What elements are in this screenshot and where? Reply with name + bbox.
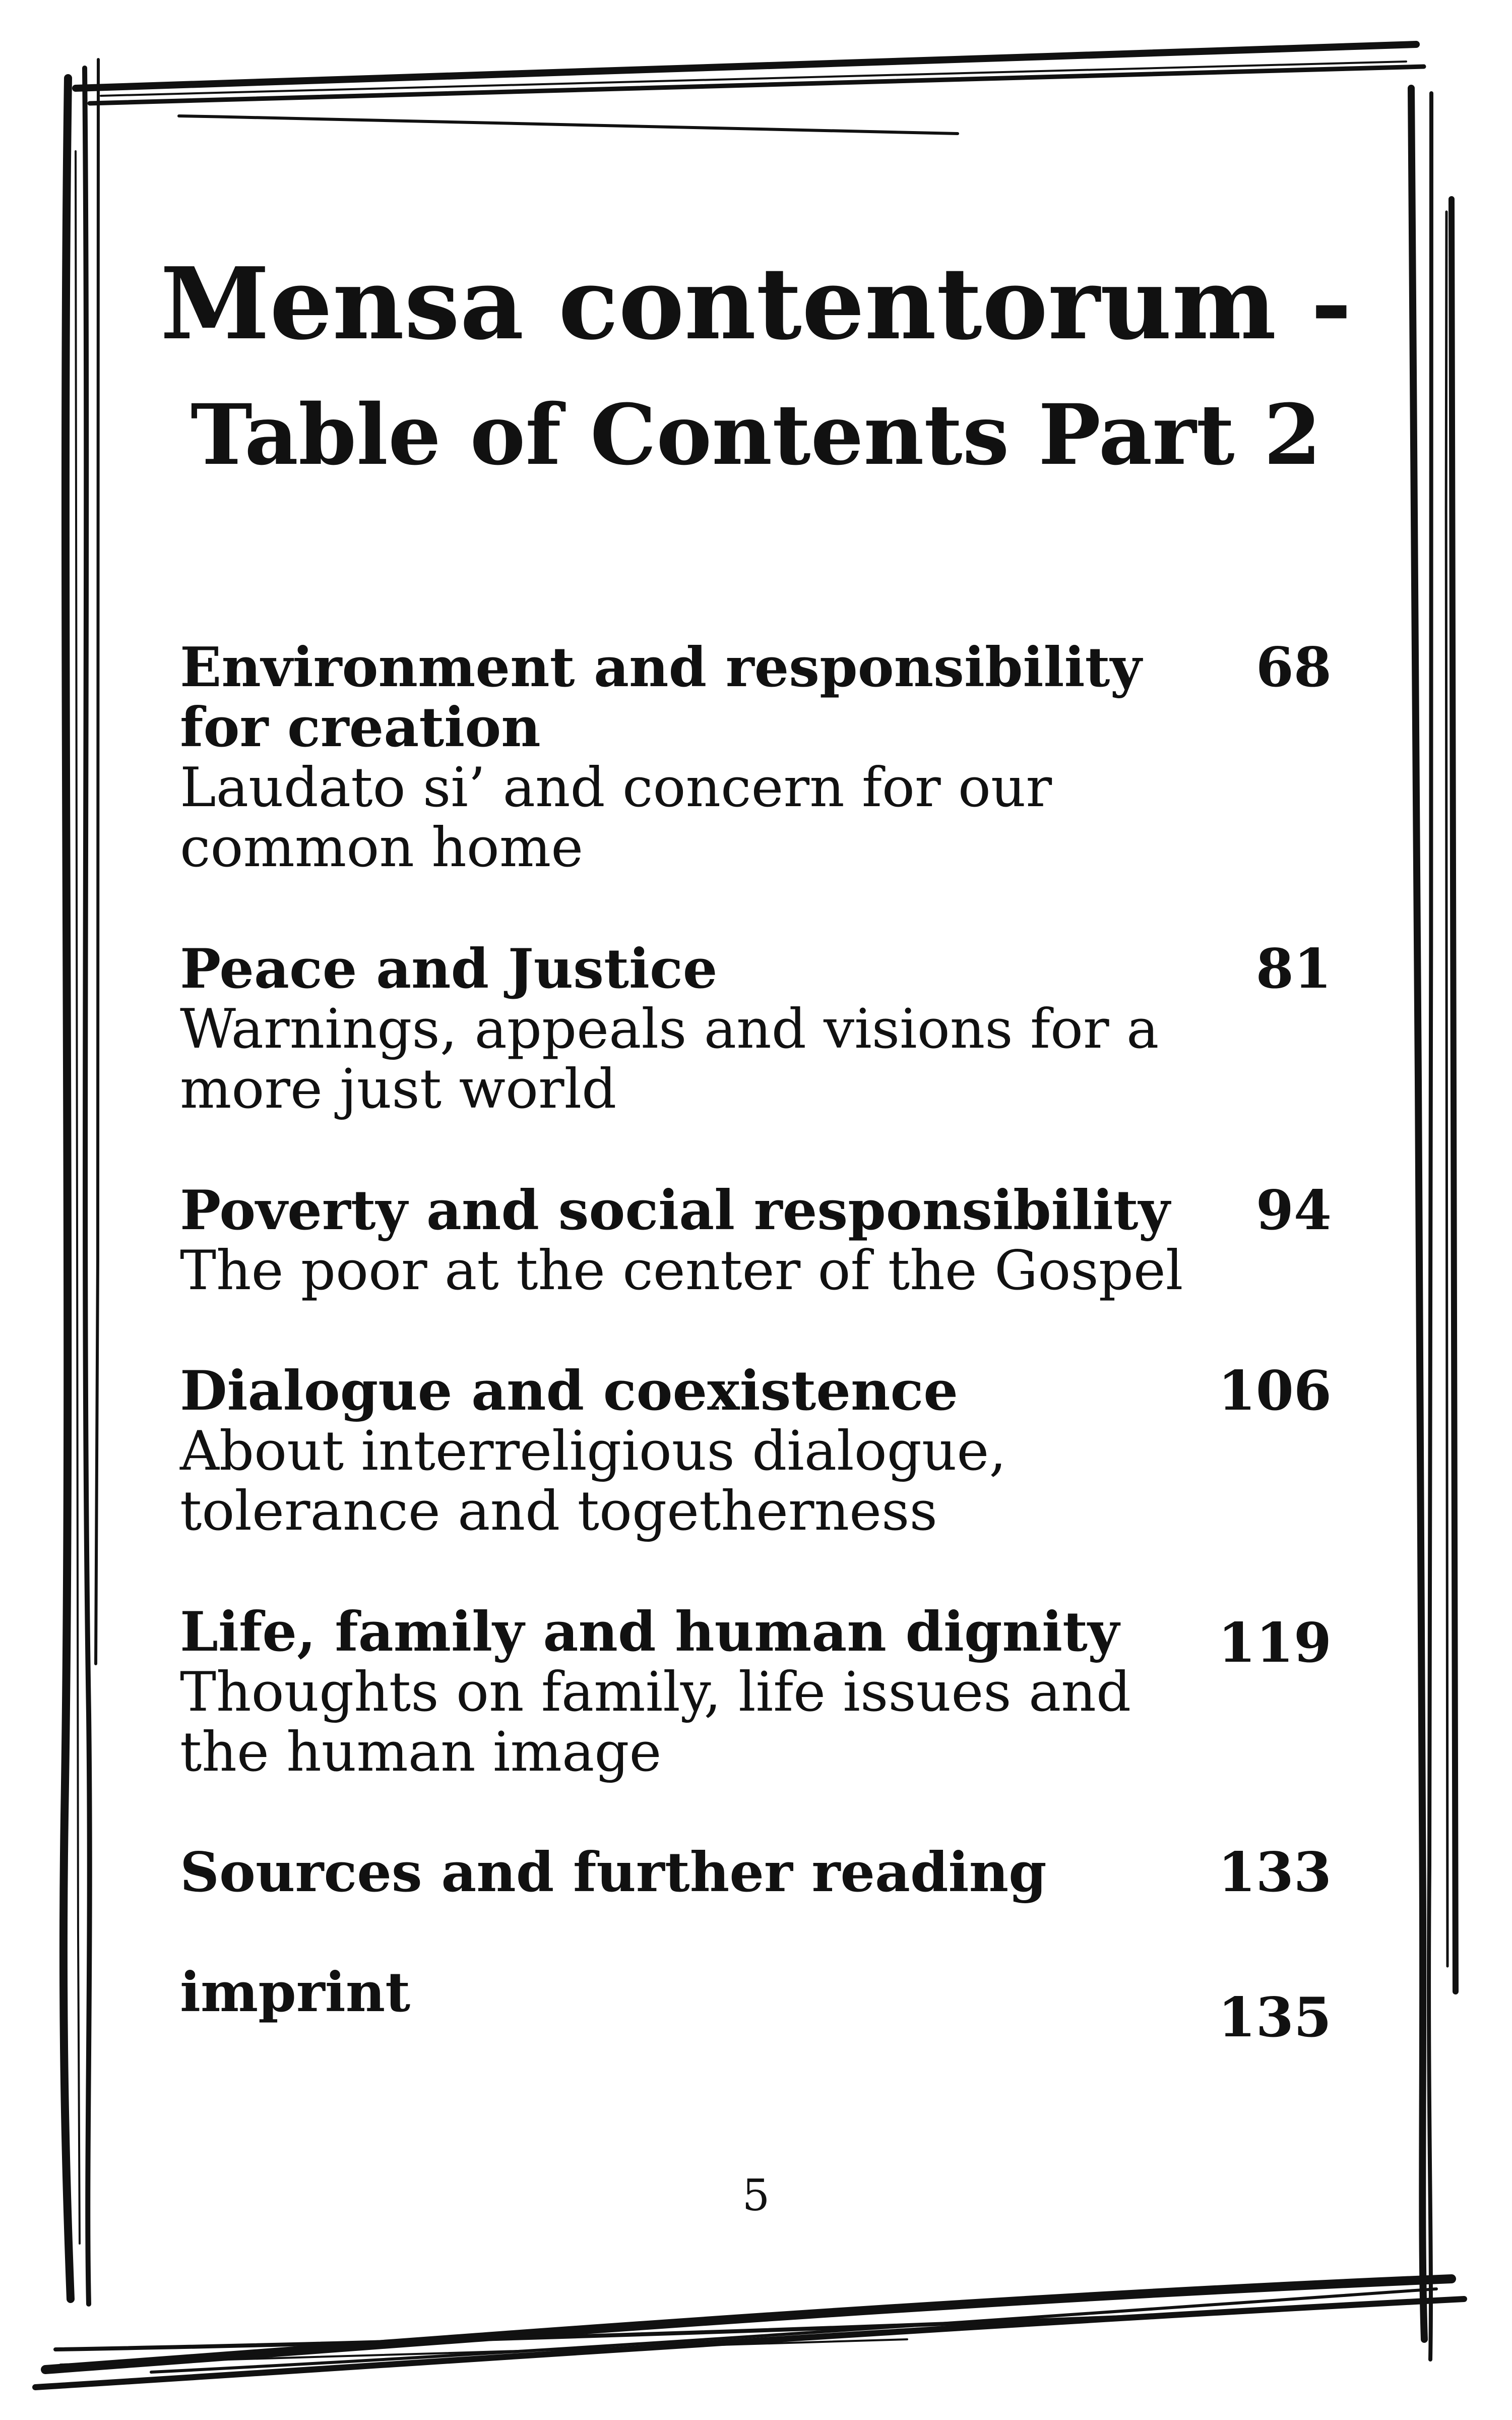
toc-entry-title: Poverty and social responsibility <box>180 1179 1170 1242</box>
toc-entry-page-number: 94 <box>1255 1179 1332 1242</box>
toc-entry-page-number: 119 <box>1218 1611 1332 1675</box>
toc-entry-subtitle: About interreligious dialogue, tolerance and togetherness <box>180 1420 1006 1543</box>
toc-entry-subtitle: Warnings, appeals and visions for a more just world <box>180 998 1159 1121</box>
toc-entry-title: Peace and Justice <box>180 937 718 1001</box>
toc-entry-subtitle: Laudato si’ and concern for our common home <box>180 756 1052 879</box>
page-title: Mensa contentorum - <box>160 246 1352 362</box>
page-number: 5 <box>742 2170 770 2221</box>
toc-entry-page-number: 81 <box>1255 937 1332 1001</box>
toc-entry-title: Life, family and human dignity <box>180 1600 1119 1664</box>
toc-entry-life-family[interactable] <box>180 1600 1332 1784</box>
toc-entry-title: imprint <box>180 1961 411 2024</box>
toc-entry-page-number: 133 <box>1218 1841 1332 1904</box>
toc-entry-dialogue[interactable] <box>180 1359 1332 1543</box>
toc-entry-environment[interactable] <box>180 636 1332 879</box>
toc-entry-title: Environment and responsibility for creation <box>180 636 1142 759</box>
toc-entry-title: Dialogue and coexistence <box>180 1359 959 1423</box>
toc-entry-page-number: 68 <box>1255 636 1332 699</box>
toc-entry-subtitle: The poor at the center of the Gospel <box>180 1239 1183 1302</box>
toc-entry-subtitle: Thoughts on family, life issues and the human image <box>180 1661 1131 1784</box>
toc-entry-imprint[interactable] <box>180 1961 1332 2049</box>
toc-entry-poverty[interactable] <box>180 1179 1332 1302</box>
toc-entry-peace-justice[interactable] <box>180 937 1332 1121</box>
page-subtitle: Table of Contents Part 2 <box>191 386 1321 483</box>
toc-entry-title: Sources and further reading <box>180 1841 1047 1904</box>
toc-entry-page-number: 106 <box>1218 1359 1332 1423</box>
toc-entry-sources[interactable] <box>180 1841 1332 1904</box>
toc-entry-page-number: 135 <box>1218 1986 1332 2049</box>
